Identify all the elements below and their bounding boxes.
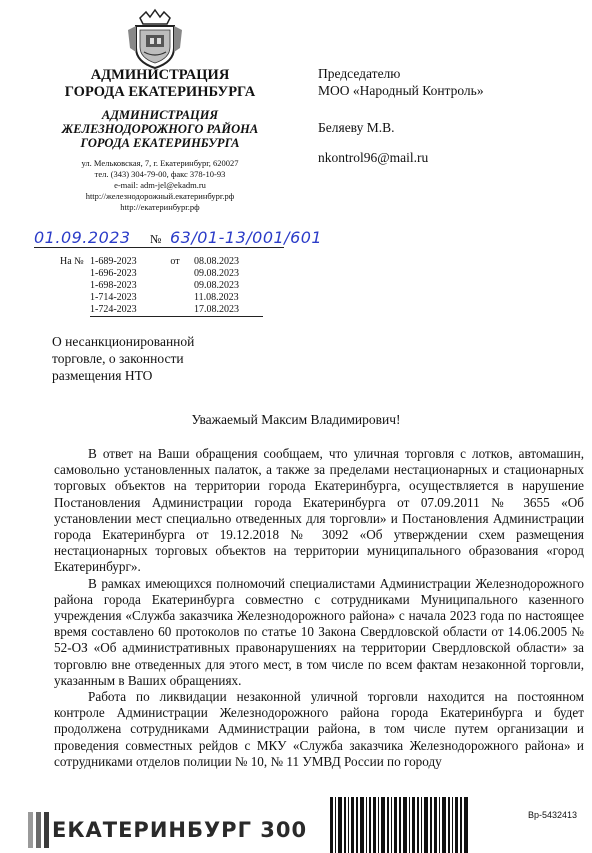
contact-block	[40, 158, 280, 213]
reference-date: 11.08.2023	[194, 292, 239, 303]
reference-row	[60, 304, 263, 317]
subject-line3: размещения НТО	[52, 368, 153, 383]
phone: тел. (343) 304-79-00, факс 378-10-93	[94, 169, 226, 179]
subject-line1: О несанкционированной	[52, 334, 195, 349]
outgoing-number-label: №	[150, 232, 162, 246]
body-paragraph-3: Работа по ликвидации незаконной уличной торговли находится на постоянном контроле Администрации Железнодорожного района города Екатеринбурга и будет продолжена сотрудниками Администрации района, в том числе путем организации и проведения совместных рейдов с МКУ «Служба заказчика Железнодорожного района» и сотрудниками отделов полиции № 10, № 11 УМВД России по городу	[54, 689, 584, 769]
reference-row	[60, 256, 263, 268]
department-name-line1: АДМИНИСТРАЦИЯ	[101, 108, 219, 122]
reference-number: 1-714-2023	[90, 292, 137, 303]
department-name-line2: ЖЕЛЕЗНОДОРОЖНОГО РАЙОНА	[61, 122, 259, 136]
organization-name-line1: АДМИНИСТРАЦИЯ	[90, 67, 230, 83]
recipient-title-line2: МОО «Народный Контроль»	[318, 83, 484, 98]
reference-date: 09.08.2023	[194, 268, 239, 279]
outgoing-number: 63/01-13/001/601	[170, 228, 323, 247]
website-link-city[interactable]: http://екатеринбург.рф	[120, 202, 200, 212]
reference-date: 08.08.2023	[194, 256, 239, 267]
reference-table	[60, 256, 263, 317]
footer-brand-logo: ЕКАТЕРИНБУРГ 300	[52, 818, 308, 842]
reference-row	[60, 268, 263, 280]
department-name-line3: ГОРОДА ЕКАТЕРИНБУРГА	[80, 136, 240, 150]
registration-number: Вр-5432413	[528, 810, 578, 820]
reference-on-label: На №	[60, 256, 84, 267]
body-paragraph-2: В рамках имеющихся полномочий специалистами Администрации Железнодорожного района города Екатеринбурга совместно с сотрудниками Муниципального казенного учреждения «Служба заказчика Железнодорожного района» с начала 2023 года по настоящее время составлено 60 протоколов по статье 10 Закона Свердловской области от 14.06.2005 № 52-ОЗ «Об административных правонарушениях на территории Свердловской области» за торговлю вне отведенных для этого мест, в том числе по всем фактам незаконной торговли, указанным в Ваших обращениях.	[54, 575, 584, 688]
reference-number: 1-696-2023	[90, 268, 137, 279]
reference-number: 1-698-2023	[90, 280, 137, 291]
department-name	[40, 108, 280, 150]
reference-date: 17.08.2023	[194, 304, 263, 317]
reference-row	[60, 292, 263, 304]
letter-subject	[52, 333, 194, 384]
reference-number: 1-724-2023	[90, 304, 156, 317]
recipient-title-line1: Председателю	[318, 66, 401, 81]
reference-row	[60, 280, 263, 292]
organization-name	[40, 67, 280, 101]
city-coat-of-arms-icon	[126, 8, 184, 70]
subject-line2: торговле, о законности	[52, 351, 184, 366]
outgoing-date: 01.09.2023	[34, 228, 131, 247]
reference-number: 1-689-2023	[90, 256, 137, 267]
email-link[interactable]: e-mail: adm-jel@ekadm.ru	[114, 180, 206, 190]
brand-stripes-icon	[28, 812, 50, 848]
reference-date: 09.08.2023	[194, 280, 239, 291]
organization-name-line2: ГОРОДА ЕКАТЕРИНБУРГА	[64, 84, 256, 100]
recipient-email[interactable]: nkontrol96@mail.ru	[318, 150, 429, 165]
recipient-name: Беляеву М.В.	[318, 120, 395, 135]
website-link-district[interactable]: http://железнодорожный.екатеринбург.рф	[85, 191, 235, 201]
address: ул. Мельковская, 7, г. Екатеринбург, 620027	[81, 158, 239, 168]
reference-from-label: от	[170, 256, 180, 267]
greeting: Уважаемый Максим Владимирович!	[191, 412, 401, 427]
outgoing-underline	[34, 247, 284, 248]
barcode-icon	[330, 797, 470, 853]
body-paragraph-1: В ответ на Ваши обращения сообщаем, что уличная торговля с лотков, автомашин, самовольно установленных палаток, а также за пределами нестационарных и стационарных торговых объектов на территории города Екатеринбурга, осуществляется в нарушение Постановления Администрации города Екатеринбурга от 07.09.2011 № 3655 «Об установлении мест специально отведенных для торговли» и Постановления Администрации города Екатеринбурга от 19.12.2018 № 3092 «Об утверждении схем размещения нестационарных торговых объектов на территории муниципального образования «город Екатеринбург».	[54, 446, 584, 575]
letter-body	[54, 446, 584, 770]
